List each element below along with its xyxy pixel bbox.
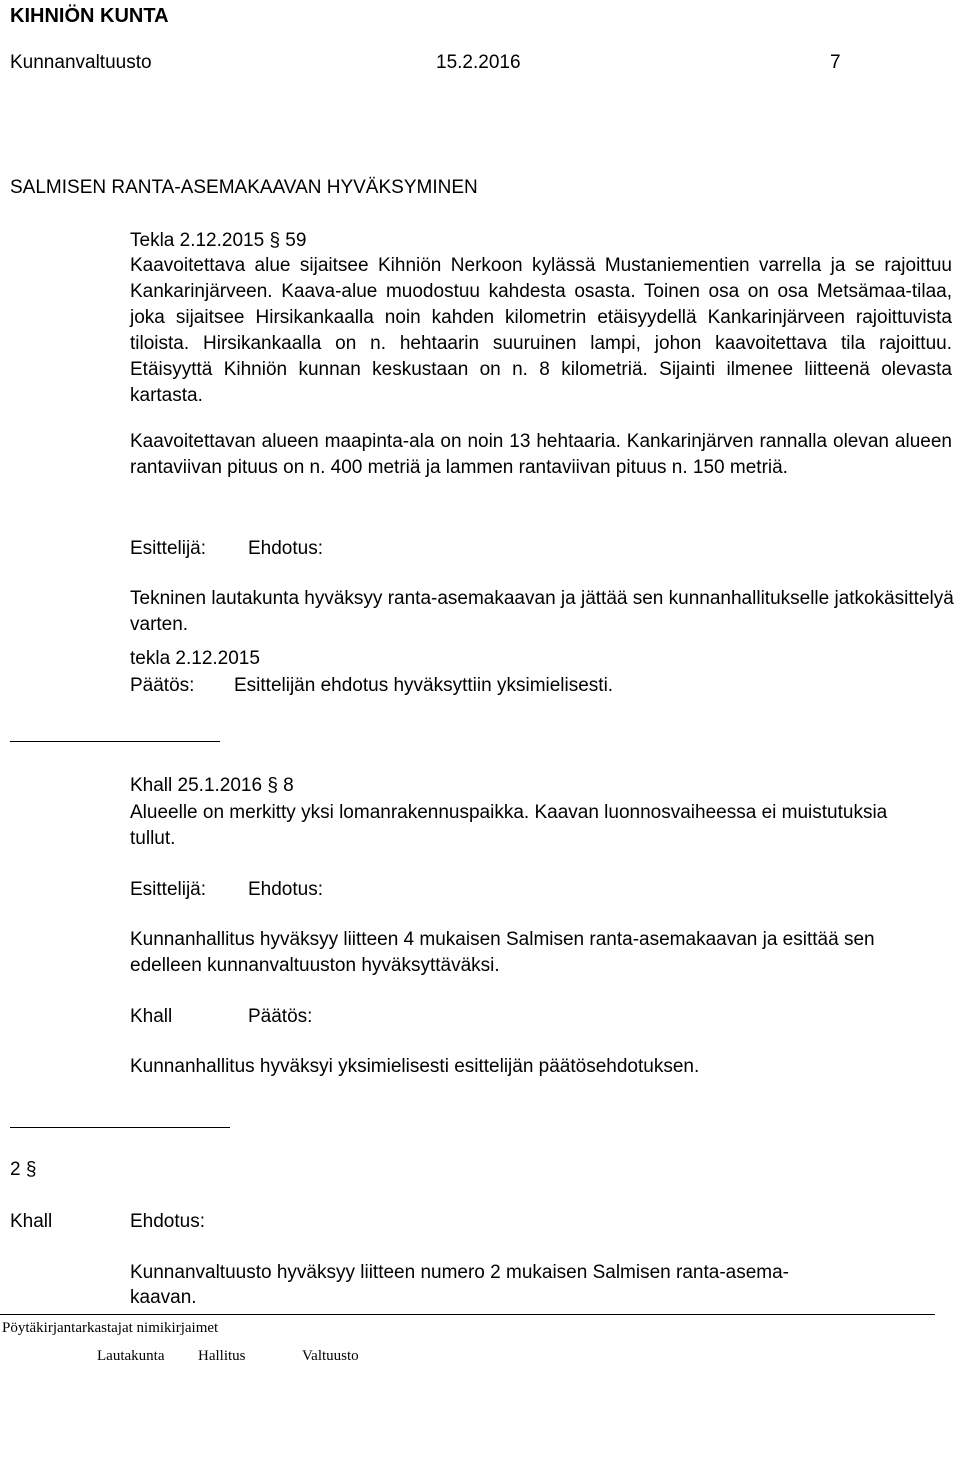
tekla-proposal-text: Tekninen lautakunta hyväksyy ranta-asemakaavan ja jättää sen kunnanhallitukselle jatkokäsittelyä varten. — [130, 588, 954, 635]
municipality-name: KIHNIÖN KUNTA — [10, 5, 169, 27]
khall-reference: Khall 25.1.2016 § 8 — [130, 775, 294, 796]
section-divider — [10, 741, 220, 742]
tekla-decision-date: tekla 2.12.2015 — [130, 648, 260, 669]
khall-decision-label: Päätös: — [248, 1006, 313, 1027]
current-proposal-line-2: kaavan. — [130, 1287, 197, 1308]
tekla-paragraph-2: Kaavoitettavan alueen maapinta-ala on noin 13 hehtaaria. Kankarinjärven rannalla olevan alueen rantaviivan pituus on n. 400 metriä ja lammen rantaviivan pituus n. 150 metriä. — [130, 431, 952, 478]
tekla-reference: Tekla 2.12.2015 § 59 — [130, 230, 307, 251]
footer-rule — [0, 1314, 935, 1315]
khall-decision-text: Kunnanhallitus hyväksyi yksimielisesti esittelijän päätösehdotuksen. — [130, 1056, 700, 1077]
header-body-name: Kunnanvaltuusto — [10, 52, 152, 73]
signatures-label: Pöytäkirjantarkastajat nimikirjaimet — [2, 1320, 219, 1336]
tekla-paragraph-1: Kaavoitettava alue sijaitsee Kihniön Nerkoon kylässä Mustaniementien varrella ja se rajoittuu Kankarinjärveen. Kaava-alue muodostuu kahdesta osasta. Toinen osa on osa Metsämaa-tilaa, joka sijaitsee Hirsikankaalla noin kahden kilometrin etäisyydellä Kankarinjärveen rajoittuvista tiloista. Hirsikankaalla on n. hehtaarin suuruinen lampi, johon kaavoitettava tila rajoittuu. Etäisyyttä Kihniön kunnan keskustaan on n. 8 kilometriä. Sijainti ilmenee liitteenä olevasta kartasta. — [130, 255, 952, 406]
khall-proposal-text: Kunnanhallitus hyväksyy liitteen 4 mukaisen Salmisen ranta-asemakaavan ja esittää sen edelleen kunnanvaltuuston hyväksyttäväksi. — [130, 929, 875, 976]
item-number: 2 § — [10, 1159, 37, 1180]
current-proposal-line-1: Kunnanvaltuusto hyväksyy liitteen numero 2 mukaisen Salmisen ranta-asema- — [130, 1262, 789, 1283]
khall-paragraph: Alueelle on merkitty yksi lomanrakennuspaikka. Kaavan luonnosvaiheessa ei muistutuksia tullut. — [130, 802, 888, 849]
tekla-decision-text: Esittelijän ehdotus hyväksyttiin yksimielisesti. — [234, 675, 614, 696]
tekla-presenter-label: Esittelijä: — [130, 538, 207, 559]
header-date: 15.2.2016 — [436, 52, 521, 73]
section-title: SALMISEN RANTA-ASEMAKAAVAN HYVÄKSYMINEN — [10, 177, 478, 198]
current-proposal-label: Ehdotus: — [130, 1211, 205, 1232]
footer-col-hallitus: Hallitus — [198, 1348, 246, 1364]
footer-col-valtuusto: Valtuusto — [302, 1348, 359, 1364]
khall-presenter-label: Esittelijä: — [130, 879, 207, 900]
khall-proposal-label: Ehdotus: — [248, 879, 323, 900]
tekla-decision-label: Päätös: — [130, 675, 195, 696]
section-divider-2 — [10, 1127, 230, 1128]
page-number: 7 — [830, 52, 841, 73]
khall-decision-org: Khall — [130, 1006, 173, 1027]
current-org: Khall — [10, 1211, 53, 1232]
footer-col-lautakunta: Lautakunta — [97, 1348, 165, 1364]
tekla-proposal-label: Ehdotus: — [248, 538, 323, 559]
